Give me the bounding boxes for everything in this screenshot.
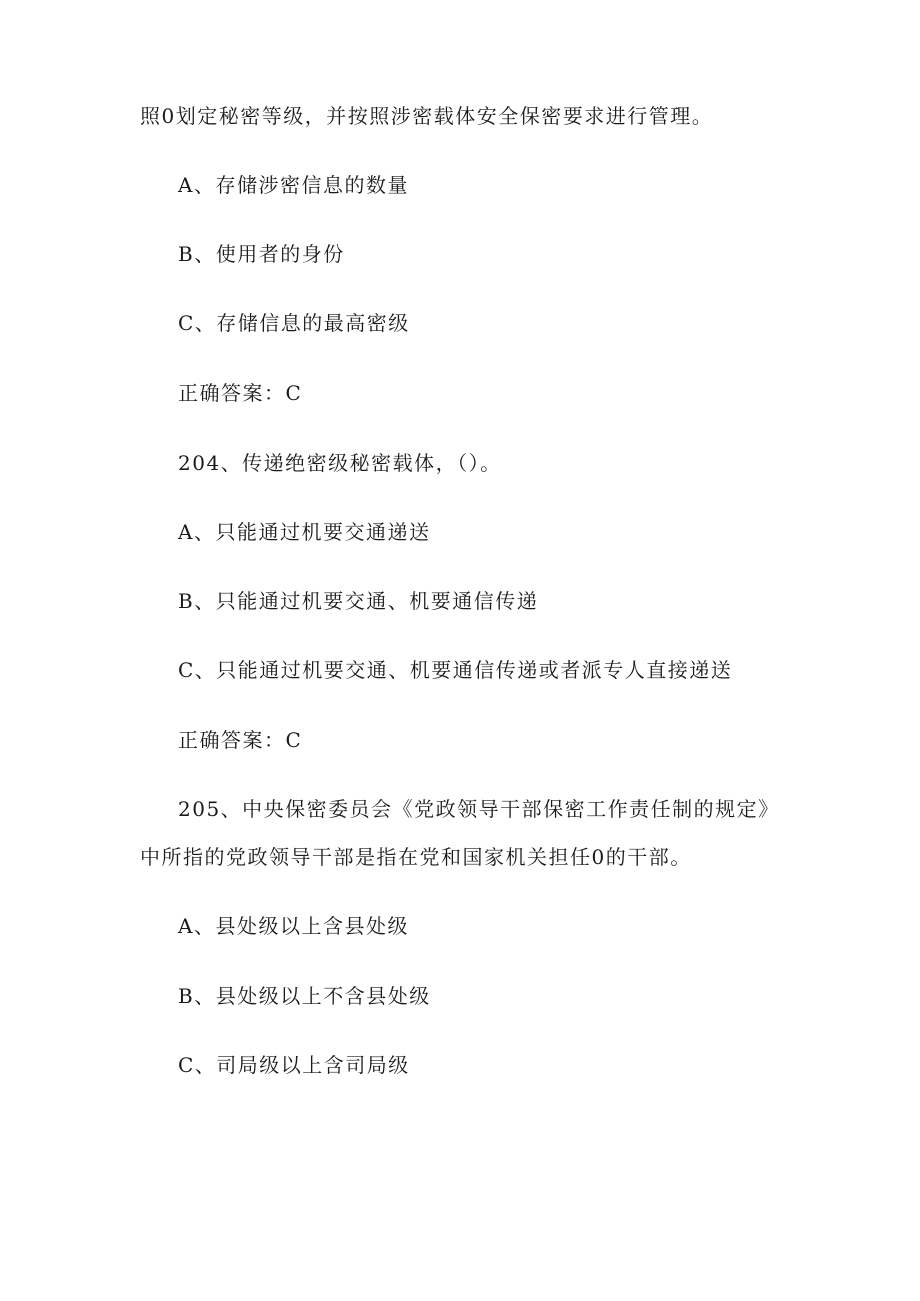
q204-option-b: B、只能通过机要交通、机要通信传递 — [178, 589, 539, 613]
q203-option-a: A、存储涉密信息的数量 — [178, 173, 409, 197]
q203-option-b: B、使用者的身份 — [178, 242, 345, 266]
q205-option-c: C、司局级以上含司局级 — [178, 1053, 410, 1077]
q203-stem-continuation: 照0划定秘密等级，并按照涉密载体安全保密要求进行管理。 — [140, 104, 714, 128]
q205-stem-line2: 中所指的党政领导干部是指在党和国家机关担任0的干部。 — [140, 845, 692, 869]
q205-stem-line1: 205、中央保密委员会《党政领导干部保密工作责任制的规定》 — [178, 797, 780, 821]
q204-stem: 204、传递绝密级秘密载体，（）。 — [178, 451, 502, 475]
q205-option-a: A、县处级以上含县处级 — [178, 914, 409, 938]
q205-option-b: B、县处级以上不含县处级 — [178, 984, 431, 1008]
q204-option-a: A、只能通过机要交通递送 — [178, 520, 431, 544]
q204-answer: 正确答案：C — [178, 728, 303, 752]
q203-option-c: C、存储信息的最高密级 — [178, 311, 410, 335]
q204-option-c: C、只能通过机要交通、机要通信传递或者派专人直接递送 — [178, 658, 733, 682]
q203-answer: 正确答案：C — [178, 381, 303, 405]
